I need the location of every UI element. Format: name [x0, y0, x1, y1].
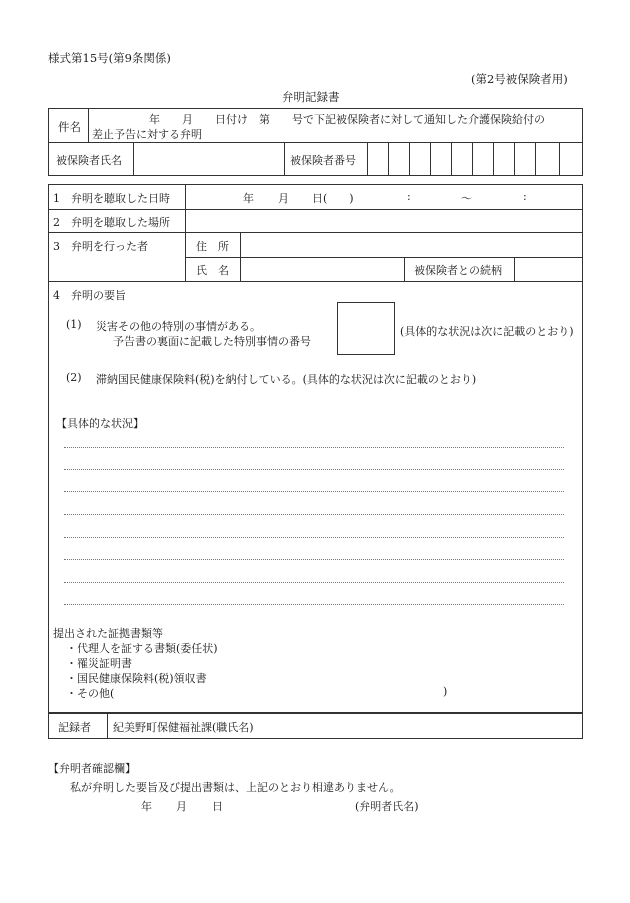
docs-label: 提出された証拠書類等: [53, 627, 163, 640]
person-name-label: 氏 名: [196, 264, 229, 277]
reason-1-number: (1): [66, 318, 82, 331]
insured-name-label: 被保険者氏名: [56, 154, 122, 167]
document-title: 弁明記録書: [282, 90, 340, 104]
date-day: 日( ): [312, 192, 354, 205]
confirm-statement: 私が弁明した要旨及び提出書類は、上記のとおり相違ありません。: [70, 781, 401, 794]
recorder-label: 記録者: [58, 721, 91, 734]
reason-1-note: (具体的な状況は次に記載のとおり): [400, 325, 574, 338]
summary-label: 4 弁明の要旨: [53, 289, 126, 302]
reason-2-number: (2): [66, 371, 82, 384]
confirm-signer: (弁明者氏名): [355, 800, 419, 813]
time-separator-1: :: [407, 190, 411, 203]
place-label: 2 弁明を聴取した場所: [53, 216, 170, 229]
doc-item: ・国民健康保険料(税)領収書: [66, 672, 207, 685]
confirm-heading: 【弁明者確認欄】: [48, 762, 136, 775]
special-reason-number-box: [337, 302, 395, 355]
form-number: 様式第15号(第9条関係): [48, 51, 171, 65]
insured-number-label: 被保険者番号: [290, 154, 356, 167]
doc-item: ・その他(: [66, 687, 115, 700]
date-month: 月: [278, 192, 289, 205]
confirm-year: 年: [141, 800, 152, 813]
recorder-value: 紀美野町保健福祉課(職氏名): [113, 721, 254, 734]
doc-other-close: ): [443, 685, 448, 698]
address-label: 住 所: [196, 240, 229, 253]
situation-label: 【具体的な状況】: [56, 417, 144, 430]
confirm-month: 月: [176, 800, 187, 813]
reason-1-line-2: 予告書の裏面に記載した特別事情の番号: [113, 335, 311, 348]
subject-line-2: 差止予告に対する弁明: [92, 128, 202, 141]
confirm-day: 日: [212, 800, 223, 813]
reason-2-text: 滞納国民健康保険料(税)を納付している。(具体的な状況は次に記載のとおり): [96, 373, 477, 386]
date-year: 年: [243, 192, 254, 205]
time-tilde: ～: [461, 192, 472, 205]
doc-item: ・罹災証明書: [66, 657, 132, 670]
subject-label: 件名: [58, 120, 81, 134]
insured-type-label: (第2号被保険者用): [471, 72, 568, 86]
subject-line-1: 年 月 日付け 第 号で下記被保険者に対して通知した介護保険給付の: [149, 113, 545, 126]
time-separator-2: :: [523, 190, 527, 203]
reason-1-line-1: 災害その他の特別の事情がある。: [96, 320, 261, 333]
person-label: 3 弁明を行った者: [53, 240, 148, 253]
doc-item: ・代理人を証する書類(委任状): [66, 642, 218, 655]
relation-label: 被保険者との続柄: [414, 264, 502, 277]
date-label: 1 弁明を聴取した日時: [53, 192, 170, 205]
